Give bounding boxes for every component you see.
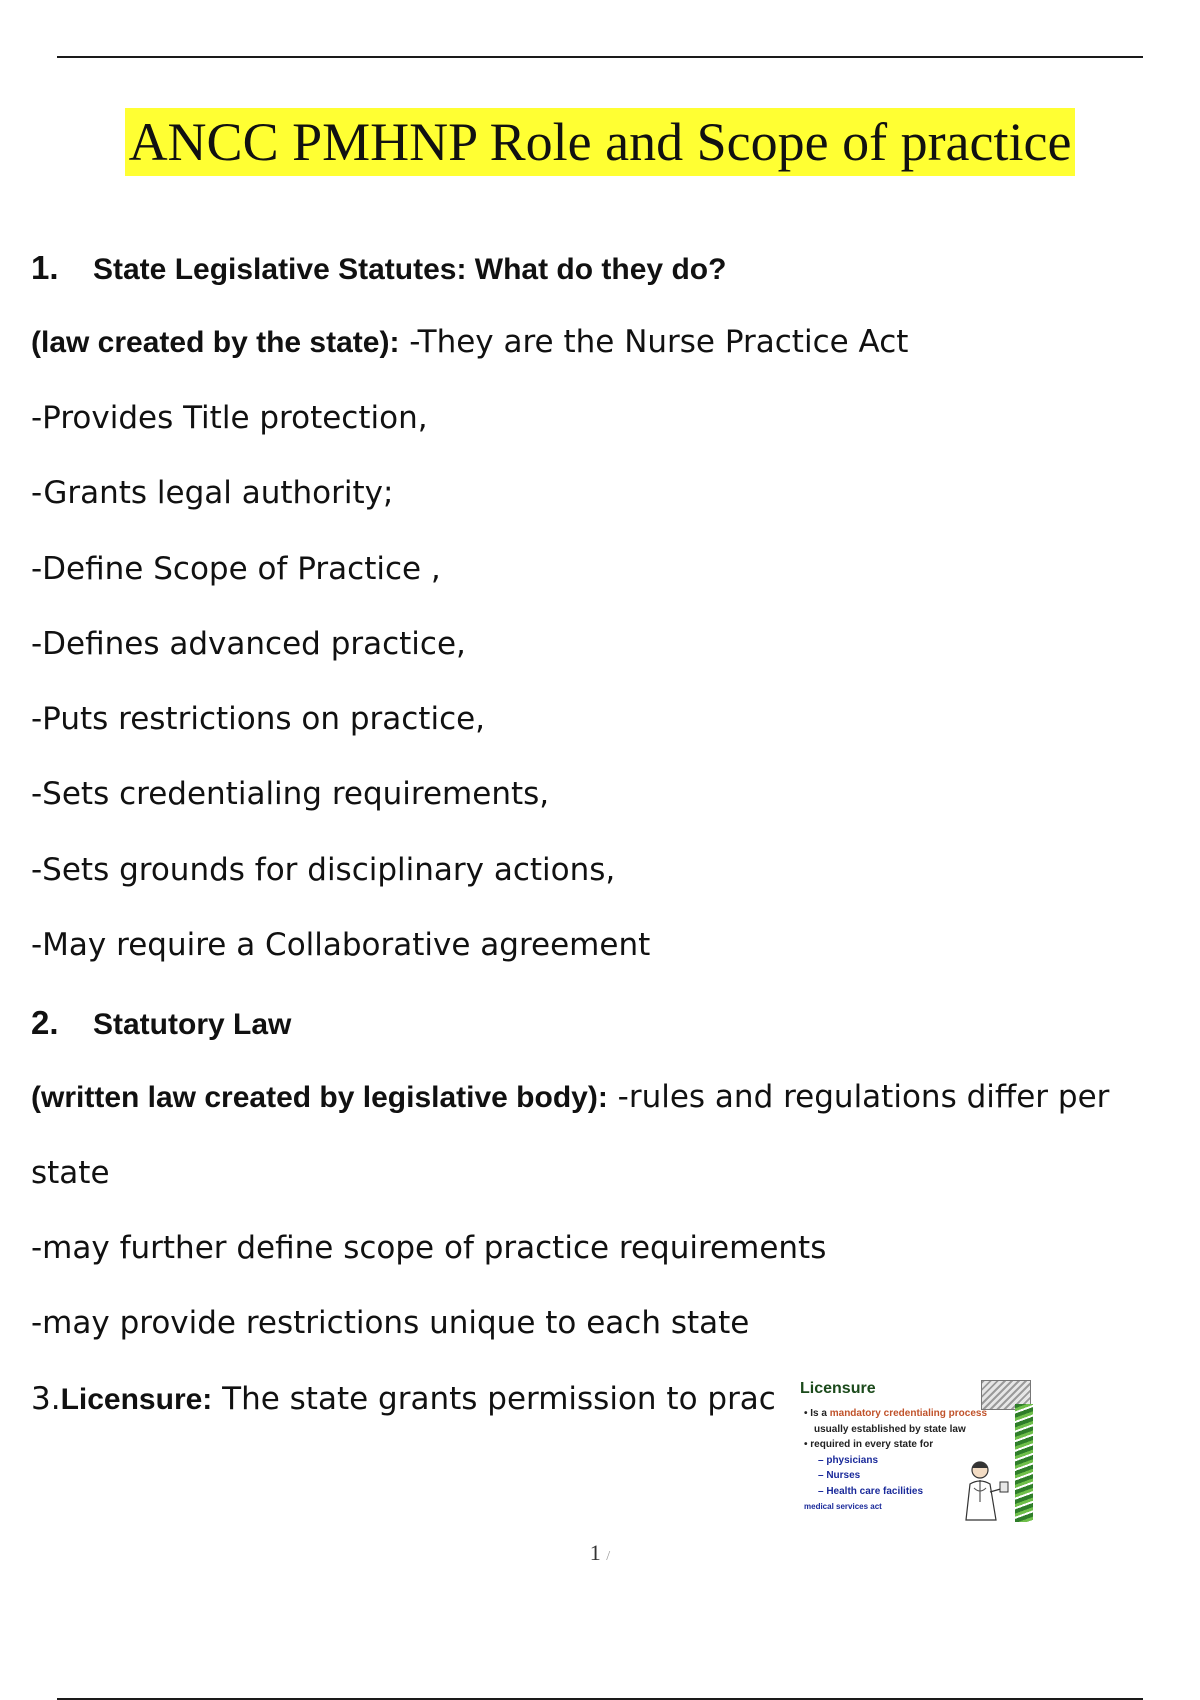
slide-title: Licensure [800,1380,876,1397]
section-2-lead-cont: state [31,1155,110,1191]
section-1-item: -Provides Title protection, [31,400,428,436]
title-block [0,108,1200,176]
slide-sub-2: – Nurses [818,1470,861,1481]
section-1-item: -Sets grounds for disciplinary actions, [31,852,616,888]
section-1-item: -Grants legal authority; [31,475,394,511]
section-1-lead: (law created by the state): [31,326,400,359]
licensure-slide-image [800,1378,1033,1523]
section-1-lead-text: -They are the Nurse Practice Act [399,324,909,360]
section-1-item: -Sets credentialing requirements, [31,776,550,812]
top-rule [57,56,1143,58]
section-2-lead-line [31,1077,1109,1118]
slide-sub-1: – physicians [818,1454,879,1466]
slide-sub-3: – Health care facilities [818,1485,924,1497]
section-1-item: -Define Scope of Practice , [31,551,441,587]
section-1-item: -May require a Collaborative agreement [31,927,651,963]
slide-bullet-1-highlight: mandatory credentialing process [829,1408,988,1419]
page-number-slash: / [606,1549,611,1564]
section-3-number: 3. [31,1381,61,1417]
slide-bullet-1a: • Is a [804,1408,830,1419]
section-1-item: -Puts restrictions on practice, [31,701,486,737]
section-1-heading [31,248,726,290]
section-1-title: State Legislative Statutes: What do they do? [93,253,727,286]
section-2-heading [31,1003,291,1045]
slide-bullet-2: • required in every state for [804,1439,934,1450]
section-2-item: -may provide restrictions unique to each state [31,1305,750,1341]
slide-bullet-1b: usually established by state law [814,1423,966,1435]
section-2-lead-text: -rules and regulations differ per [607,1079,1110,1115]
section-3-line [31,1379,776,1420]
slide-leaf-border [1015,1404,1033,1522]
page-number-value: 1 [589,1540,601,1565]
section-1-item: -Defines advanced practice, [31,626,466,662]
section-2-lead: (written law created by legislative body): [31,1081,608,1114]
page-number [0,1540,1200,1566]
section-1-number: 1. [31,249,59,286]
section-2-number: 2. [31,1004,59,1041]
slide-footer: medical services act [804,1502,882,1511]
nurse-figure-icon [950,1458,1012,1522]
section-3-lead-text: The state grants permission to prac [212,1381,776,1417]
section-2-item: -may further define scope of practice requirements [31,1230,827,1266]
section-2-title: Statutory Law [93,1008,292,1041]
document-title: ANCC PMHNP Role and Scope of practice [125,108,1076,176]
section-1-lead-line [31,322,908,363]
section-3-lead: Licensure: [60,1383,213,1416]
